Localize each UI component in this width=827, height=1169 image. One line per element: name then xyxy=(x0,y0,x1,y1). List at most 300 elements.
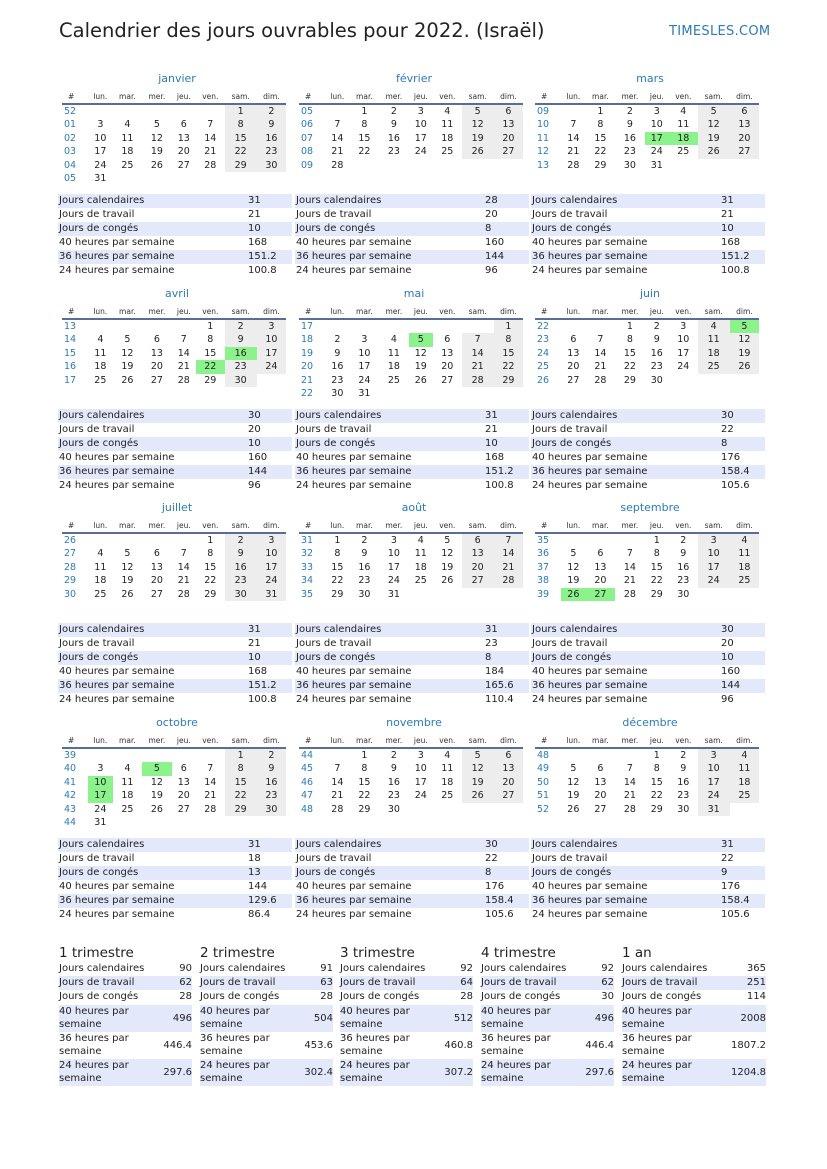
day-cell: 9 xyxy=(626,119,633,131)
day-cell: 26 xyxy=(150,803,163,815)
day-cell: 11 xyxy=(94,347,107,359)
summary-label: Jours de congés xyxy=(622,991,702,1003)
stat-value: 30 xyxy=(248,410,261,421)
summary-row xyxy=(622,976,766,990)
summary-value: 28 xyxy=(460,991,473,1003)
month-name: septembre xyxy=(620,501,680,514)
day-cell xyxy=(379,159,408,172)
month-calendar xyxy=(535,286,765,387)
stats-row xyxy=(58,194,292,208)
day-cell: 16 xyxy=(650,347,663,359)
month-grid xyxy=(62,734,286,829)
day-header: jeu. xyxy=(172,305,196,319)
day-header: mar. xyxy=(350,519,379,533)
day-cell: 10 xyxy=(257,547,286,560)
summary-value: 496 xyxy=(594,1012,614,1024)
week-number: 05 xyxy=(301,106,314,117)
stat-value: 23 xyxy=(485,638,498,649)
day-cell: 31 xyxy=(358,388,371,400)
day-cell: 8 xyxy=(225,762,257,775)
summary-row xyxy=(200,962,333,976)
stat-value: 168 xyxy=(485,452,505,463)
stat-label: 40 heures par semaine xyxy=(59,452,175,463)
summary-row xyxy=(200,1059,333,1086)
day-cell: 19 xyxy=(567,575,580,587)
day-cell xyxy=(409,803,433,816)
summary-value: 2008 xyxy=(740,1012,766,1024)
stats-row xyxy=(58,423,292,437)
day-cell: 12 xyxy=(121,347,134,359)
day-cell: 16 xyxy=(623,132,636,144)
day-cell: 8 xyxy=(597,119,604,131)
day-cell: 10 xyxy=(414,119,427,131)
day-cell: 19 xyxy=(462,132,494,145)
day-header: mar. xyxy=(113,734,142,748)
week-row xyxy=(62,816,286,829)
day-cell: 4 xyxy=(680,106,687,117)
day-cell: 23 xyxy=(387,146,400,158)
day-cell: 21 xyxy=(623,575,636,587)
stat-value: 110.4 xyxy=(485,694,514,705)
day-cell xyxy=(325,104,350,118)
day-cell: 9 xyxy=(680,763,687,775)
stat-value: 8 xyxy=(485,223,492,234)
day-cell: 30 xyxy=(358,588,371,600)
week-row xyxy=(535,748,759,762)
day-cell: 1 xyxy=(361,106,368,117)
day-header: mar. xyxy=(586,734,615,748)
summary-value: 92 xyxy=(460,963,473,974)
day-cell: 7 xyxy=(626,548,633,560)
stat-value: 184 xyxy=(485,666,505,677)
day-cell: 27 xyxy=(586,588,615,601)
stat-value: 144 xyxy=(485,251,505,262)
week-row xyxy=(299,319,523,333)
day-cell xyxy=(462,159,494,172)
day-cell xyxy=(730,374,759,387)
day-cell: 6 xyxy=(597,548,604,560)
day-cell xyxy=(350,159,379,172)
day-header: dim. xyxy=(730,305,759,319)
day-cell: 31 xyxy=(94,173,107,185)
day-cell: 1 xyxy=(361,750,368,761)
day-cell: 9 xyxy=(334,347,341,359)
summary-title: 3 trimestre xyxy=(340,945,415,961)
day-cell: 11 xyxy=(441,763,454,775)
stat-label: Jours calendaires xyxy=(296,195,382,206)
stat-label: 36 heures par semaine xyxy=(296,251,412,262)
stat-label: 36 heures par semaine xyxy=(296,680,412,691)
day-cell: 18 xyxy=(441,132,454,144)
stat-label: Jours calendaires xyxy=(296,839,382,850)
day-cell: 2 xyxy=(653,321,660,332)
day-cell: 9 xyxy=(257,118,286,131)
stat-label: 36 heures par semaine xyxy=(59,680,175,691)
day-cell: 7 xyxy=(207,119,214,131)
stat-value: 10 xyxy=(485,438,498,449)
stat-value: 10 xyxy=(721,652,734,663)
day-header: dim. xyxy=(257,734,286,748)
day-cell: 5 xyxy=(698,104,730,118)
day-header: dim. xyxy=(730,90,759,104)
week-number: 51 xyxy=(537,790,550,802)
day-cell xyxy=(142,319,171,333)
day-cell: 29 xyxy=(225,159,257,172)
stat-label: Jours de congés xyxy=(532,867,612,878)
day-cell: 13 xyxy=(177,776,190,788)
week-row xyxy=(535,159,759,172)
week-row xyxy=(535,347,759,360)
summary-block xyxy=(59,944,192,1086)
stats-row xyxy=(531,423,765,437)
day-cell xyxy=(561,533,586,547)
week-number: 16 xyxy=(64,361,77,373)
stat-label: Jours de congés xyxy=(59,867,139,878)
day-cell: 19 xyxy=(730,347,759,360)
summary-label: 36 heures par semaine xyxy=(59,1032,129,1057)
day-cell: 14 xyxy=(204,776,217,788)
summary-label: 24 heures par semaine xyxy=(59,1059,129,1084)
summary-label: Jours calendaires xyxy=(340,963,426,974)
site-link[interactable]: TIMESLES.COM xyxy=(669,24,771,39)
day-header: lun. xyxy=(325,734,350,748)
stat-label: 24 heures par semaine xyxy=(296,694,412,705)
day-cell: 29 xyxy=(358,803,371,815)
month-stats xyxy=(531,194,765,278)
day-cell: 5 xyxy=(444,535,451,546)
stat-value: 158.4 xyxy=(721,466,750,477)
day-cell: 9 xyxy=(225,547,257,560)
week-row xyxy=(299,360,523,373)
day-cell xyxy=(561,104,586,118)
day-cell: 13 xyxy=(177,132,190,144)
day-header: dim. xyxy=(494,519,523,533)
stats-row xyxy=(295,465,529,479)
day-cell xyxy=(142,172,171,185)
week-row xyxy=(62,159,286,172)
stat-value: 31 xyxy=(248,195,261,206)
stats-row xyxy=(531,465,765,479)
day-cell: 27 xyxy=(494,789,523,802)
day-cell: 20 xyxy=(594,575,607,587)
day-cell: 17 xyxy=(257,561,286,574)
day-cell: 6 xyxy=(494,104,523,118)
day-cell: 14 xyxy=(177,347,190,359)
stat-value: 96 xyxy=(721,694,734,705)
day-cell: 1 xyxy=(207,321,214,332)
day-cell xyxy=(325,748,350,762)
month-stats xyxy=(295,409,529,493)
week-number: 35 xyxy=(301,588,314,600)
month-name: janvier xyxy=(158,72,196,85)
week-row xyxy=(62,132,286,145)
stat-label: 40 heures par semaine xyxy=(296,452,412,463)
day-cell xyxy=(433,159,462,172)
week-number: 26 xyxy=(537,374,550,386)
stats-row xyxy=(531,866,765,880)
month-calendar xyxy=(299,286,529,400)
month-calendar xyxy=(62,500,292,601)
summary-label: Jours de travail xyxy=(59,977,135,989)
day-cell: 3 xyxy=(417,750,424,761)
week-number-header: # xyxy=(62,305,88,319)
day-cell xyxy=(225,816,257,829)
week-number: 39 xyxy=(537,588,550,600)
stats-row xyxy=(531,693,765,707)
stats-row xyxy=(58,451,292,465)
summary-row xyxy=(481,990,614,1004)
day-cell xyxy=(172,748,196,762)
day-cell xyxy=(586,533,615,547)
day-cell: 30 xyxy=(387,803,400,815)
stat-value: 21 xyxy=(248,638,261,649)
stat-value: 100.8 xyxy=(248,265,277,276)
day-cell xyxy=(257,172,286,185)
summary-row xyxy=(59,1005,192,1032)
stat-value: 151.2 xyxy=(248,251,277,262)
day-cell: 21 xyxy=(204,790,217,802)
day-cell: 31 xyxy=(387,588,400,600)
day-cell xyxy=(142,104,171,118)
week-row xyxy=(535,574,759,587)
stats-row xyxy=(531,236,765,250)
day-cell: 12 xyxy=(414,347,427,359)
day-cell: 17 xyxy=(88,789,113,802)
day-cell: 23 xyxy=(677,575,690,587)
stats-row xyxy=(295,637,529,651)
stats-row xyxy=(531,838,765,852)
week-number: 36 xyxy=(537,548,550,560)
day-cell xyxy=(172,172,196,185)
stat-value: 168 xyxy=(248,237,268,248)
stats-row xyxy=(295,651,529,665)
week-number: 20 xyxy=(301,361,314,373)
summary-value: 62 xyxy=(179,977,192,989)
summary-value: 114 xyxy=(746,991,766,1003)
stat-value: 176 xyxy=(485,881,505,892)
week-number: 50 xyxy=(537,776,550,788)
stat-label: Jours de travail xyxy=(296,853,372,864)
day-cell: 25 xyxy=(677,146,690,158)
day-cell: 3 xyxy=(698,748,730,762)
stats-row xyxy=(58,479,292,493)
stat-label: 36 heures par semaine xyxy=(296,895,412,906)
day-cell: 22 xyxy=(494,360,523,373)
month-stats xyxy=(295,838,529,922)
stats-row xyxy=(295,194,529,208)
stat-value: 22 xyxy=(721,853,734,864)
stats-row xyxy=(295,423,529,437)
summary-row xyxy=(340,1005,473,1032)
stat-value: 160 xyxy=(721,666,741,677)
month-name: juin xyxy=(639,287,661,300)
day-cell: 20 xyxy=(462,561,494,574)
day-cell xyxy=(113,172,142,185)
day-cell xyxy=(669,374,698,387)
summary-label: Jours de travail xyxy=(622,977,698,989)
day-cell: 2 xyxy=(680,750,687,761)
day-cell: 8 xyxy=(207,334,214,346)
day-header: mar. xyxy=(350,734,379,748)
month-grid xyxy=(62,519,286,601)
summary-label: Jours calendaires xyxy=(59,963,145,974)
day-cell: 8 xyxy=(653,763,660,775)
day-cell: 4 xyxy=(97,334,104,346)
day-cell: 8 xyxy=(334,548,341,560)
day-header: sam. xyxy=(462,734,494,748)
stat-label: Jours de congés xyxy=(59,223,139,234)
day-cell: 11 xyxy=(414,548,427,560)
week-row xyxy=(62,547,286,560)
day-cell: 10 xyxy=(414,763,427,775)
month-name: août xyxy=(401,501,427,514)
stat-value: 151.2 xyxy=(485,466,514,477)
summary-label: 36 heures par semaine xyxy=(200,1032,270,1057)
summary-label: 24 heures par semaine xyxy=(622,1059,692,1084)
summary-row xyxy=(59,1059,192,1086)
stat-value: 168 xyxy=(248,666,268,677)
summary-rows xyxy=(622,962,766,1086)
day-header: mer. xyxy=(379,305,408,319)
stats-row xyxy=(295,479,529,493)
day-cell: 18 xyxy=(414,561,427,573)
week-row xyxy=(535,360,759,373)
day-cell: 26 xyxy=(462,789,494,802)
week-row xyxy=(62,561,286,574)
day-cell: 22 xyxy=(594,146,607,158)
summary-label: 24 heures par semaine xyxy=(340,1059,410,1084)
week-row xyxy=(535,145,759,158)
day-cell: 23 xyxy=(358,575,371,587)
day-cell xyxy=(730,588,759,601)
stats-row xyxy=(295,693,529,707)
day-header: lun. xyxy=(325,519,350,533)
summary-value: 62 xyxy=(601,977,614,989)
day-header: sam. xyxy=(462,305,494,319)
month-calendar xyxy=(62,286,292,387)
stat-label: 24 heures par semaine xyxy=(59,265,175,276)
summary-value: 365 xyxy=(746,963,766,974)
week-number: 33 xyxy=(301,561,314,573)
week-number: 08 xyxy=(301,146,314,158)
month-grid xyxy=(62,305,286,387)
day-header: jeu. xyxy=(172,519,196,533)
week-number: 44 xyxy=(301,750,314,761)
stats-row xyxy=(58,665,292,679)
day-cell: 9 xyxy=(680,548,687,560)
day-cell: 4 xyxy=(698,319,730,333)
week-number: 43 xyxy=(64,803,77,815)
stat-label: 24 heures par semaine xyxy=(59,480,175,491)
stat-value: 10 xyxy=(248,438,261,449)
day-cell: 21 xyxy=(331,790,344,802)
day-cell: 8 xyxy=(361,763,368,775)
day-cell: 10 xyxy=(94,132,107,144)
summary-row xyxy=(481,976,614,990)
day-header: mar. xyxy=(113,519,142,533)
day-cell: 31 xyxy=(650,159,663,171)
stats-row xyxy=(58,637,292,651)
day-cell: 2 xyxy=(361,535,368,546)
week-row xyxy=(299,561,523,574)
month-calendar xyxy=(535,715,765,816)
stat-label: Jours calendaires xyxy=(59,839,145,850)
stat-label: Jours de congés xyxy=(296,652,376,663)
day-cell: 18 xyxy=(94,575,107,587)
day-cell: 24 xyxy=(414,790,427,802)
day-header: dim. xyxy=(257,90,286,104)
day-header: mar. xyxy=(350,305,379,319)
week-row xyxy=(535,132,759,145)
day-header: sam. xyxy=(225,305,257,319)
summary-block xyxy=(340,944,473,1086)
summary-row xyxy=(200,1032,333,1059)
week-row xyxy=(62,803,286,816)
summary-label: Jours de congés xyxy=(481,991,561,1003)
stat-value: 13 xyxy=(248,867,261,878)
stat-label: 40 heures par semaine xyxy=(532,452,648,463)
week-number-header: # xyxy=(62,519,88,533)
stat-value: 96 xyxy=(485,265,498,276)
week-number: 02 xyxy=(64,132,77,144)
stats-row xyxy=(295,866,529,880)
day-cell: 16 xyxy=(387,132,400,144)
day-cell: 17 xyxy=(257,347,286,360)
day-cell: 22 xyxy=(204,575,217,587)
day-cell: 14 xyxy=(494,547,523,560)
day-cell: 16 xyxy=(358,561,371,573)
day-cell: 4 xyxy=(730,748,759,762)
stat-label: 40 heures par semaine xyxy=(532,666,648,677)
week-number: 48 xyxy=(537,750,550,761)
day-header: mer. xyxy=(142,734,171,748)
stat-label: 40 heures par semaine xyxy=(532,881,648,892)
stats-row xyxy=(58,250,292,264)
stat-value: 30 xyxy=(721,410,734,421)
summary-row xyxy=(59,976,192,990)
day-cell: 19 xyxy=(121,575,134,587)
month-stats xyxy=(58,623,292,707)
day-cell: 11 xyxy=(677,119,690,131)
stats-row xyxy=(58,236,292,250)
day-header: lun. xyxy=(88,305,113,319)
day-cell: 29 xyxy=(650,588,663,600)
week-number: 41 xyxy=(64,776,77,788)
day-cell: 27 xyxy=(177,803,190,815)
day-cell xyxy=(409,319,433,333)
summary-value: 1204.8 xyxy=(731,1066,766,1078)
summary-value: 28 xyxy=(179,991,192,1003)
day-cell: 7 xyxy=(334,763,341,775)
summary-label: Jours calendaires xyxy=(622,963,708,974)
week-row xyxy=(299,387,523,400)
week-number: 09 xyxy=(537,106,550,117)
day-cell: 15 xyxy=(331,561,344,573)
week-row xyxy=(535,118,759,131)
stat-label: Jours de congés xyxy=(532,438,612,449)
stat-value: 9 xyxy=(721,867,728,878)
stat-label: Jours de travail xyxy=(532,424,608,435)
day-cell xyxy=(113,816,142,829)
day-cell: 16 xyxy=(225,561,257,574)
day-cell xyxy=(172,104,196,118)
stats-row xyxy=(295,665,529,679)
week-number: 07 xyxy=(301,132,314,144)
day-cell: 5 xyxy=(462,748,494,762)
stat-label: Jours de congés xyxy=(59,652,139,663)
day-cell: 27 xyxy=(462,574,494,587)
day-header: dim. xyxy=(494,305,523,319)
